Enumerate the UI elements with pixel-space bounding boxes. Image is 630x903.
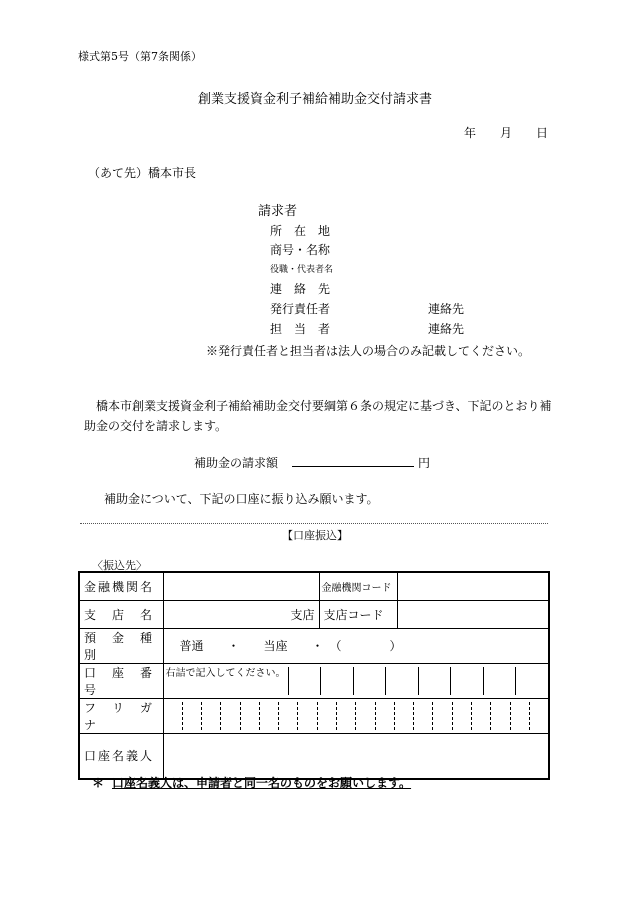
amount-unit: 円 xyxy=(418,456,431,470)
holder-label: 口座名義人 xyxy=(79,733,163,779)
person-contact-label: 連絡先 xyxy=(428,322,465,336)
date-line xyxy=(464,124,548,141)
bank-code-field[interactable] xyxy=(397,572,549,600)
person-in-charge-label: 担 当 者 xyxy=(270,322,331,336)
bottom-note-text: 口座名義人は、申請者と同一名のものをお願いします。 xyxy=(112,776,412,790)
issuer-label: 発行責任者 xyxy=(270,302,331,316)
address-label: 所 在 地 xyxy=(270,224,331,238)
bank-code-label: 金融機関コード xyxy=(319,572,397,600)
request-body-text: 橋本市創業支援資金利子補給補助金交付要綱第６条の規定に基づき、下記のとおり補助金の交付を請求します。 xyxy=(84,399,552,433)
account-type-label: 預 金 種 別 xyxy=(79,628,163,663)
furigana-label: フ リ ガ ナ xyxy=(79,698,163,733)
date-month: 月 xyxy=(500,126,513,140)
account-number-hint: 右詰で記入してください。 xyxy=(165,667,286,679)
account-number-digit-boxes[interactable] xyxy=(288,667,549,695)
amount-label: 補助金の請求額 xyxy=(194,456,279,470)
requester-note: ※発行責任者と担当者は法人の場合のみ記載してください。 xyxy=(206,344,531,358)
section-title: 【口座振込】 xyxy=(282,529,348,542)
amount-input-line[interactable] xyxy=(292,466,414,467)
table-row-holder xyxy=(79,733,549,779)
bank-name-field[interactable] xyxy=(163,572,319,600)
document-title: 創業支援資金利子補給補助金交付請求書 xyxy=(197,92,432,107)
holder-field[interactable] xyxy=(163,733,549,779)
requester-heading: 請求者 xyxy=(258,204,298,219)
representative-label: 役職・代表者名 xyxy=(270,265,334,275)
branch-name-field[interactable] xyxy=(163,600,319,628)
account-number-field[interactable] xyxy=(163,663,549,698)
contact-label: 連 絡 先 xyxy=(270,282,331,296)
branch-label: 支 店 名 xyxy=(79,600,163,628)
bank-name-label: 金融機関名 xyxy=(79,572,163,600)
branch-suffix: 支店 xyxy=(290,607,315,622)
dotted-divider xyxy=(80,523,548,524)
table-row-furigana xyxy=(79,698,549,733)
addressee: （あて先）橋本市長 xyxy=(88,166,197,180)
table-row-branch xyxy=(79,600,549,628)
table-row-account-number xyxy=(79,663,549,698)
transfer-request-text: 補助金について、下記の口座に振り込み願います。 xyxy=(104,492,379,506)
date-year: 年 xyxy=(464,126,477,140)
table-row-account-type xyxy=(79,628,549,663)
bank-account-table xyxy=(78,571,550,780)
date-day: 日 xyxy=(536,126,549,140)
branch-code-field[interactable] xyxy=(397,600,549,628)
furigana-field[interactable] xyxy=(163,698,549,733)
table-row-bank xyxy=(79,572,549,600)
branch-code-label: 支店コード xyxy=(319,600,397,628)
asterisk-mark: ＊ xyxy=(92,776,105,790)
bottom-note xyxy=(92,774,411,791)
account-type-options[interactable]: 普通 ・ 当座 ・ （ ） xyxy=(163,628,549,663)
transfer-destination-label: 〈振込先〉 xyxy=(92,559,147,572)
form-number: 様式第5号（第7条関係） xyxy=(78,50,202,63)
issuer-contact-label: 連絡先 xyxy=(428,302,465,316)
company-label: 商号・名称 xyxy=(270,243,331,257)
account-number-label: 口 座 番 号 xyxy=(79,663,163,698)
